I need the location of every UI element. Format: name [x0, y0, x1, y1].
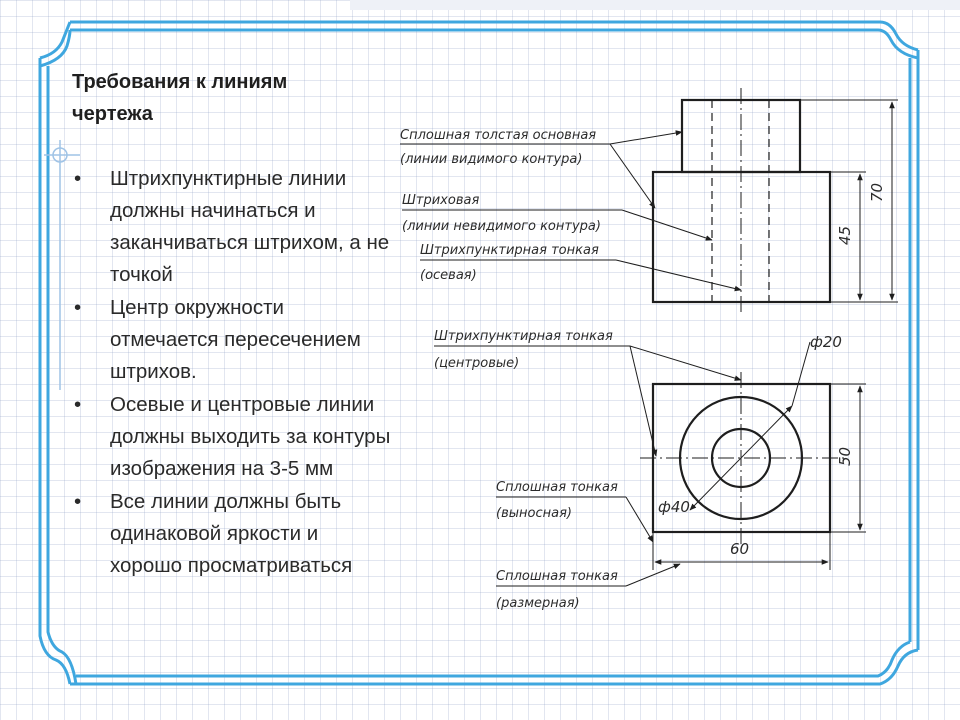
label-solid-thick-1: Сплошная толстая основная	[400, 128, 597, 143]
technical-drawing	[390, 80, 910, 640]
label-solid-thin-ext-2: (выносная)	[496, 506, 572, 521]
label-dashdot-center-1: Штрихпунктирная тонкая	[434, 329, 613, 344]
label-solid-thin-ext-1: Сплошная тонкая	[496, 480, 618, 495]
dim-60-label: 60	[730, 540, 750, 558]
front-view	[653, 88, 898, 316]
label-dashed-2: (линии невидимого контура)	[402, 219, 601, 234]
title-line-2: чертежа	[72, 103, 153, 125]
label-solid-thick-2: (линии видимого контура)	[400, 152, 583, 167]
label-dashdot-axis-1: Штрихпунктирная тонкая	[420, 243, 599, 258]
top-view	[640, 342, 866, 570]
label-solid-thin-dim-1: Сплошная тонкая	[496, 569, 618, 584]
label-dashdot-center-2: (центровые)	[434, 356, 520, 371]
list-item: • Штрихпунктирные линии должны начинаться и заканчиваться штрихом, а не точкой	[72, 163, 392, 291]
dim-45-label: 45	[836, 225, 854, 245]
dim-50-label: 50	[836, 446, 854, 466]
label-dashed-1: Штриховая	[402, 193, 480, 208]
list-item: • Осевые и центровые линии должны выходить за контуры изображения на 3-5 мм	[72, 389, 392, 485]
list-item: • Центр окружности отмечается пересечением штрихов.	[72, 292, 392, 388]
dim-70-label: 70	[868, 182, 886, 202]
slide-title	[72, 66, 372, 130]
title-line-1: Требования к линиям	[72, 71, 288, 93]
requirements-list	[72, 163, 392, 583]
dim-d20-label: ф20	[810, 333, 842, 351]
dim-d40-label: ф40	[658, 498, 690, 516]
label-dashdot-axis-2: (осевая)	[420, 268, 477, 283]
label-solid-thin-dim-2: (размерная)	[496, 596, 580, 611]
list-item: • Все линии должны быть одинаковой яркости и хорошо просматриваться	[72, 486, 392, 582]
